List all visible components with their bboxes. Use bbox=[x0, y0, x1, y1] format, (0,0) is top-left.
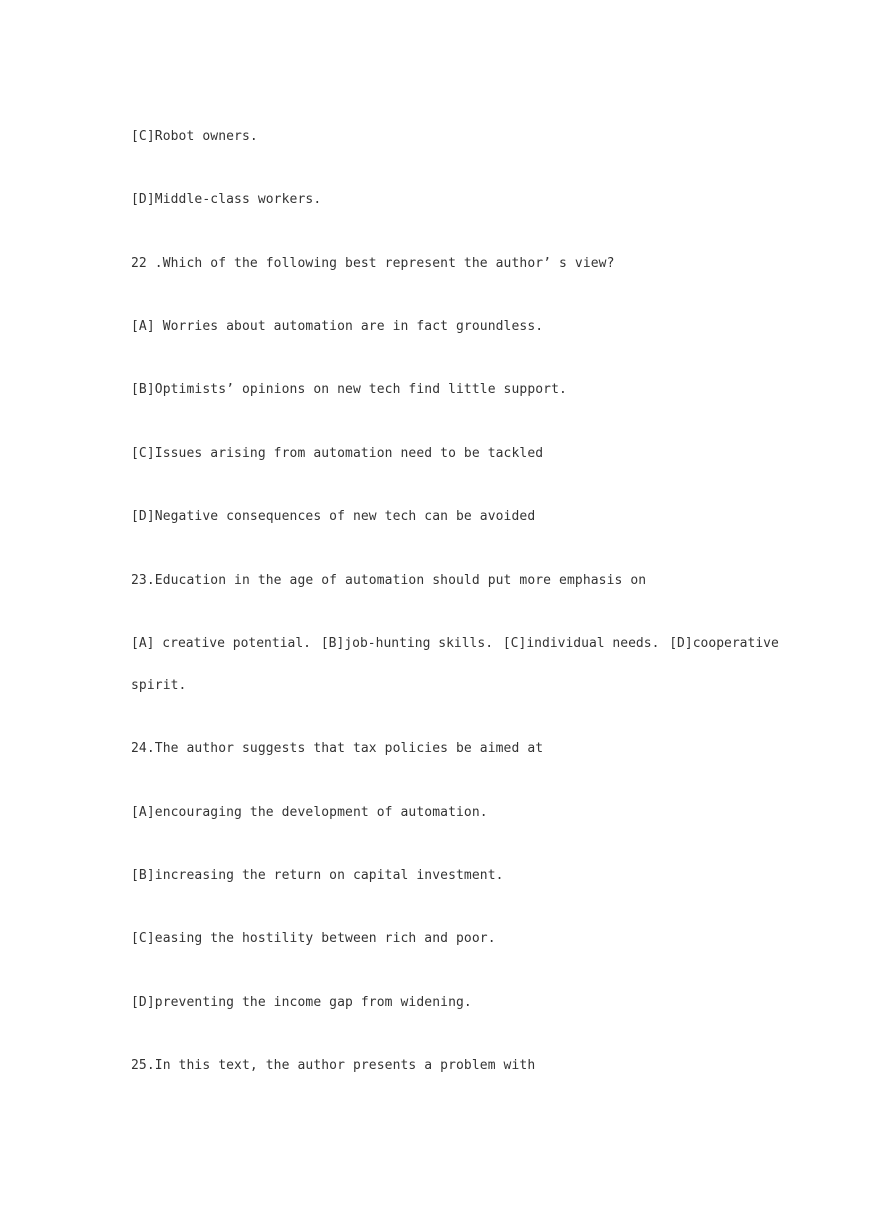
q24-option-c: [C]easing the hostility between rich and poor. bbox=[131, 931, 496, 946]
q23-option-c: [C]individual needs. bbox=[502, 636, 660, 651]
q22-option-c: [C]Issues arising from automation need to be tackled bbox=[131, 446, 544, 461]
q25-question: 25.In this text, the author presents a problem with bbox=[131, 1058, 536, 1073]
q23-question: 23.Education in the age of automation should put more emphasis on bbox=[131, 573, 647, 588]
q21-option-c: [C]Robot owners. bbox=[131, 129, 258, 144]
q23-option-a: [A] creative potential. bbox=[131, 636, 312, 651]
q24-option-b: [B]increasing the return on capital investment. bbox=[131, 868, 504, 883]
q22-option-b: [B]Optimists’ opinions on new tech find little support. bbox=[131, 382, 567, 397]
q23-option-d: [D]cooperative bbox=[669, 636, 779, 651]
q22-question: 22 .Which of the following best represent the author’ s view? bbox=[131, 256, 615, 271]
q24-option-d: [D]preventing the income gap from widening. bbox=[131, 995, 472, 1010]
q24-question: 24.The author suggests that tax policies be aimed at bbox=[131, 741, 544, 756]
q23-option-b: [B]job-hunting skills. bbox=[320, 636, 494, 651]
q24-option-a: [A]encouraging the development of automation. bbox=[131, 805, 488, 820]
q22-option-d: [D]Negative consequences of new tech can be avoided bbox=[131, 509, 536, 524]
q23-options-row bbox=[131, 636, 781, 652]
q21-option-d: [D]Middle-class workers. bbox=[131, 192, 322, 207]
q22-option-a: [A] Worries about automation are in fact groundless. bbox=[131, 319, 544, 334]
q23-option-d-continuation: spirit. bbox=[131, 678, 187, 693]
